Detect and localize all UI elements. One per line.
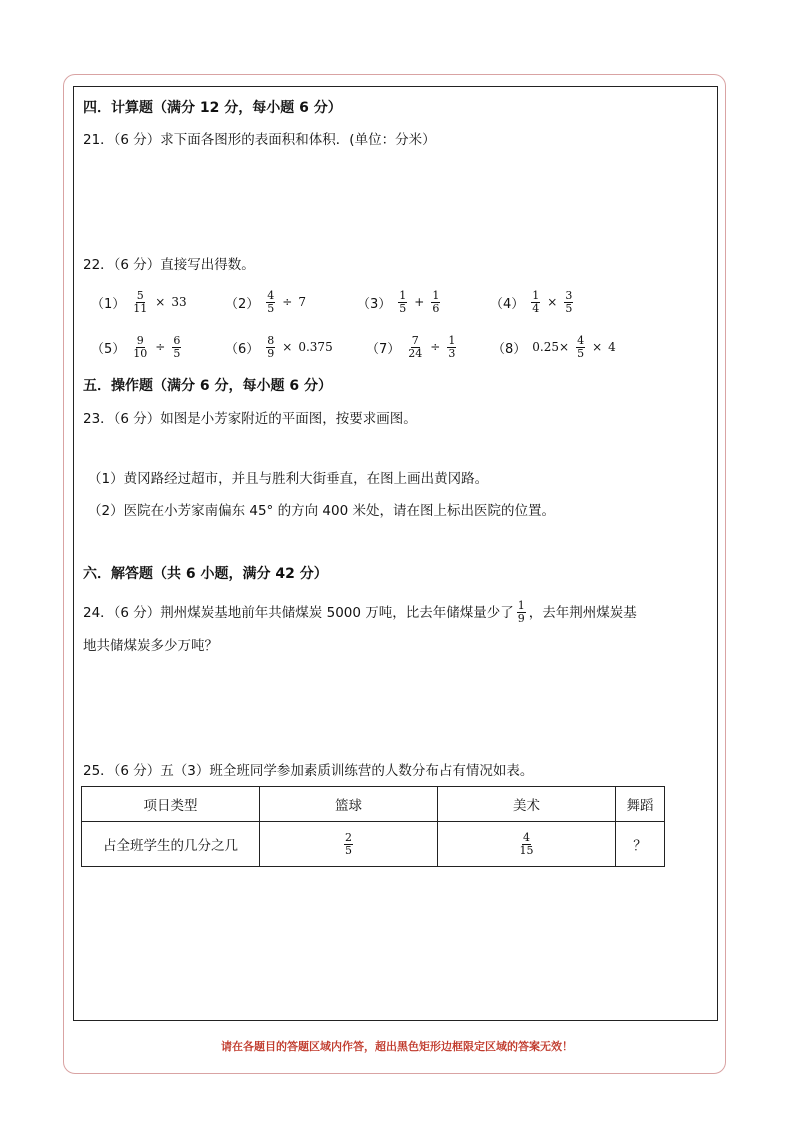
answer-area-border	[73, 86, 718, 1021]
table-header-cell: 美术	[438, 787, 616, 822]
fraction: $\frac{6}{5}$	[173, 333, 181, 360]
calc-item-label: （8）	[492, 341, 527, 357]
question-24-line-2: 地共储煤炭多少万吨？	[83, 638, 218, 654]
calc-item-label: （2）	[225, 296, 260, 312]
operator: ×	[282, 340, 293, 354]
calc-item-label: （1）	[91, 296, 126, 312]
operand: 33	[171, 295, 187, 309]
operand: 4	[608, 340, 616, 354]
table-cell: ？	[616, 822, 665, 867]
operand: 0.25×	[532, 340, 570, 354]
fraction: $\frac{1}{3}$	[448, 333, 456, 360]
calc-item-6	[225, 331, 333, 363]
calc-item-label: （4）	[490, 296, 525, 312]
question-22: 22．（6 分）直接写出得数。	[83, 257, 255, 273]
fraction: $\frac{4}{5}$	[267, 288, 275, 315]
section5-heading: 五．操作题（满分 6 分，每小题 6 分）	[83, 378, 332, 394]
question-24-text-a: 24．（6 分）荆州煤炭基地前年共储煤炭 5000 万吨，比去年储煤量少了	[83, 604, 514, 621]
table-header-row	[82, 787, 665, 822]
distribution-table	[81, 786, 665, 867]
question-23-part-1: （1）黄冈路经过超市，并且与胜利大街垂直，在图上画出黄冈路。	[88, 471, 489, 487]
operand: 0.375	[298, 340, 333, 354]
question-24-text-b: ，去年荆州煤炭基	[528, 604, 637, 621]
calc-item-4	[490, 286, 574, 318]
table-cell	[438, 822, 616, 867]
calc-item-label: （5）	[91, 341, 126, 357]
operator: ÷	[430, 340, 441, 354]
footer-notice: 请在各题目的答题区域内作答，超出黑色矩形边框限定区域的答案无效！	[221, 1040, 573, 1053]
calc-item-label: （3）	[357, 296, 392, 312]
question-24	[83, 600, 637, 625]
fraction: $\frac{3}{5}$	[565, 288, 573, 315]
question-23: 23．（6 分）如图是小芳家附近的平面图，按要求画图。	[83, 411, 417, 427]
calc-item-2	[225, 286, 306, 318]
calc-item-label: （6）	[225, 341, 260, 357]
fraction: $\frac{4}{5}$	[577, 333, 585, 360]
operator: ×	[592, 340, 603, 354]
table-header-cell: 篮球	[260, 787, 438, 822]
operator: ÷	[155, 340, 166, 354]
calc-item-3	[357, 286, 441, 318]
fraction: $\frac{8}{9}$	[267, 333, 275, 360]
calc-item-7	[366, 331, 457, 363]
question-25: 25．（6 分）五（3）班全班同学参加素质训练营的人数分布占有情况如表。	[83, 763, 534, 779]
section4-heading: 四．计算题（满分 12 分，每小题 6 分）	[83, 100, 342, 116]
table-header-cell: 项日类型	[82, 787, 260, 822]
operator: ÷	[282, 295, 293, 309]
operand: 7	[298, 295, 306, 309]
fraction: $\frac{1}{6}$	[432, 288, 440, 315]
table-header-cell: 舞蹈	[616, 787, 665, 822]
table-row	[82, 822, 665, 867]
table-row-label: 占全班学生的几分之几	[82, 822, 260, 867]
question-21: 21．（6 分）求下面各图形的表面积和体积．(单位：分米）	[83, 132, 436, 148]
fraction: $\frac{1}{9}$	[517, 599, 525, 625]
fraction: $\frac{4}{15}$	[519, 830, 534, 857]
fraction: $\frac{2}{5}$	[345, 830, 352, 857]
calc-item-label: （7）	[366, 341, 401, 357]
operator: ×	[547, 295, 558, 309]
fraction: $\frac{1}{4}$	[532, 288, 540, 315]
operator: +	[414, 295, 425, 309]
calc-item-5	[91, 331, 182, 363]
section6-heading: 六．解答题（共 6 小题，满分 42 分）	[83, 566, 328, 582]
table-cell	[260, 822, 438, 867]
calc-item-1	[91, 286, 187, 318]
fraction: $\frac{1}{5}$	[399, 288, 407, 315]
calc-item-8	[492, 331, 616, 363]
fraction: $\frac{5}{11}$	[133, 288, 148, 315]
question-23-part-2: （2）医院在小芳家南偏东 45° 的方向 400 米处，请在图上标出医院的位置。	[88, 503, 555, 519]
operator: ×	[155, 295, 166, 309]
fraction: $\frac{7}{24}$	[408, 333, 423, 360]
fraction: $\frac{9}{10}$	[133, 333, 148, 360]
